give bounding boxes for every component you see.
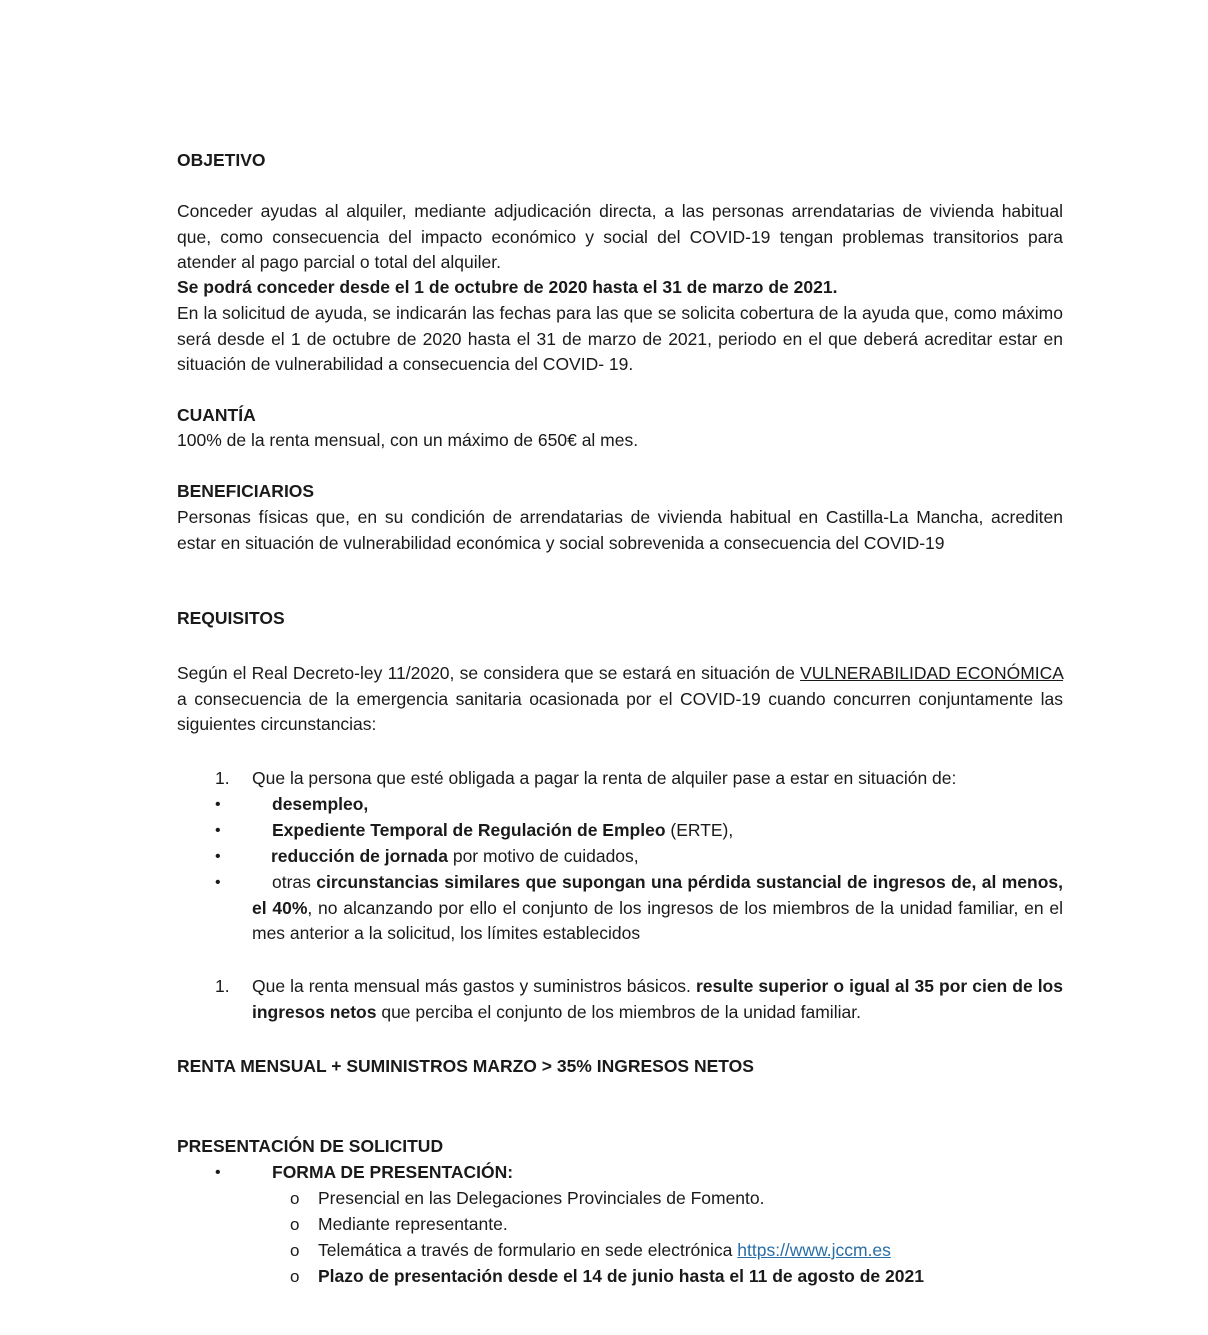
bullet-icon: •: [215, 848, 221, 865]
heading-requisitos: REQUISITOS: [177, 608, 285, 628]
jccm-link[interactable]: https://www.jccm.es: [737, 1240, 891, 1260]
list-number: 1.: [215, 976, 230, 996]
forma-heading: FORMA DE PRESENTACIÓN:: [272, 1162, 514, 1182]
otras-pre: otras: [272, 872, 317, 892]
objetivo-solicitud-paragraph: En la solicitud de ayuda, se indicarán las fechas para las que se solicita cobertura de la ayuda que, como máximo será desde el 1 de octubre de 2020 hasta el 31 de marzo de 2021, periodo en el que deberá acreditar estar en situación de vulnerabilidad a consecuencia del COVID- 19.: [177, 303, 1063, 374]
circle-bullet-icon: o: [290, 1189, 300, 1208]
cuantia-text: 100% de la renta mensual, con un máximo de 650€ al mes.: [177, 430, 639, 450]
bullet-icon: •: [215, 796, 221, 813]
sub-item-text: Presencial en las Delegaciones Provinciales de Fomento.: [318, 1188, 765, 1208]
list-item-text: [252, 974, 1063, 1025]
circumstances-list: [177, 766, 1063, 956]
objetivo-dates-bold: Se podrá conceder desde el 1 de octubre de 2020 hasta el 31 de marzo de 2021.: [177, 277, 838, 297]
telematica-text: Telemática a través de formulario en sede electrónica: [318, 1240, 733, 1260]
item2-rest: que perciba el conjunto de los miembros de la unidad familiar.: [376, 1001, 861, 1022]
bullet-text: [272, 818, 1063, 844]
bullet-text: [252, 870, 1063, 947]
bullet-icon: •: [215, 874, 221, 891]
reduccion-bold: reducción de jornada: [271, 846, 448, 866]
circle-bullet-icon: o: [290, 1215, 300, 1234]
bullet-text: [272, 792, 1063, 818]
item2-pre: Que la renta mensual más gastos y suministros básicos.: [252, 976, 696, 996]
presentacion-list: [177, 1160, 1063, 1290]
heading-cuantia: CUANTÍA: [177, 405, 256, 425]
formula-line: RENTA MENSUAL + SUMINISTROS MARZO > 35% INGRESOS NETOS: [177, 1056, 754, 1076]
requisitos-intro-end: a consecuencia de la emergencia sanitaria ocasionada por el COVID-19 cuando concurren conjuntamente las siguientes circunstancias:: [177, 688, 1063, 734]
beneficiarios-text: Personas físicas que, en su condición de arrendatarias de vivienda habitual en Castilla-La Mancha, acrediten estar en situación de vulnerabilidad económica y social sobrevenida a consecuencia del COVID-19: [177, 507, 1063, 553]
objetivo-paragraph: Conceder ayudas al alquiler, mediante adjudicación directa, a las personas arrendatarias de vivienda habitual que, como consecuencia del impacto económico y social del COVID-19 tengan problemas transitorios para atender al pago parcial o total del alquiler.: [177, 201, 1063, 272]
bullet-icon: •: [215, 822, 221, 839]
list-item-2: [177, 974, 1063, 1026]
requisitos-intro: [177, 661, 1063, 738]
bullet-text: [271, 844, 1063, 870]
desempleo-bold: desempleo,: [272, 794, 369, 814]
vulnerabilidad-economica-term: VULNERABILIDAD ECONÓMICA: [800, 663, 1063, 683]
otras-rest: , no alcanzando por ello el conjunto de los ingresos de los miembros de la unidad familiar, en el mes anterior a la solicitud, los límites establecidos: [252, 897, 1063, 943]
circle-bullet-icon: o: [290, 1267, 300, 1286]
list-number: 1.: [215, 768, 230, 788]
item2-bold: resulte superior o igual al 35 por cien de los ingresos netos: [252, 976, 1063, 1022]
sub-item-text: Mediante representante.: [318, 1214, 508, 1234]
heading-presentacion: PRESENTACIÓN DE SOLICITUD: [177, 1136, 444, 1156]
circle-bullet-icon: o: [290, 1241, 300, 1260]
heading-beneficiarios: BENEFICIARIOS: [177, 481, 315, 501]
bullet-icon: •: [215, 1164, 221, 1181]
erte-rest: (ERTE),: [665, 820, 734, 840]
heading-objetivo: OBJETIVO: [177, 150, 266, 170]
sub-item-text: [318, 1238, 1063, 1264]
list-item-text: Que la persona que esté obligada a pagar la renta de alquiler pase a estar en situación de:: [252, 768, 957, 788]
requisitos-intro-start: Según el Real Decreto-ley 11/2020, se considera que se estará en situación de: [177, 663, 795, 683]
plazo-bold: Plazo de presentación desde el 14 de junio hasta el 11 de agosto de 2021: [318, 1266, 924, 1286]
erte-bold: Expediente Temporal de Regulación de Empleo: [272, 820, 666, 840]
reduccion-rest: por motivo de cuidados,: [447, 846, 639, 866]
otras-bold: circunstancias similares que supongan una pérdida sustancial de ingresos de, al menos, el 40%: [252, 872, 1063, 918]
